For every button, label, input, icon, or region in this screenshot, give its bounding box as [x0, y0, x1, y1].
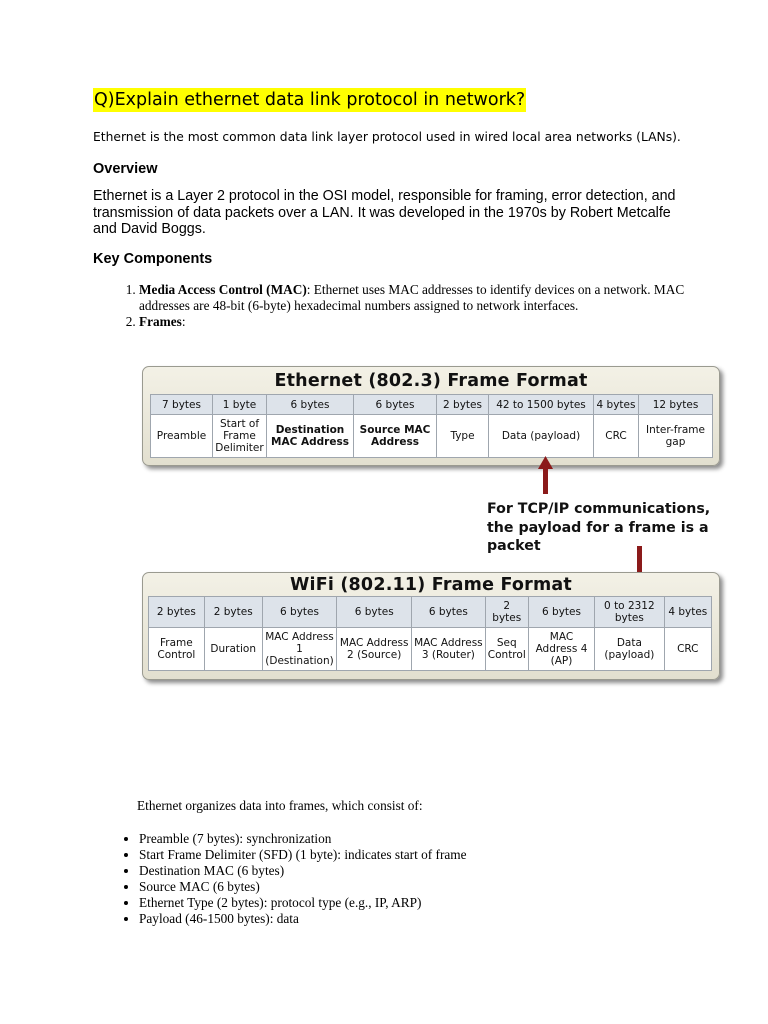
frames-intro: Ethernet organizes data into frames, which consist of: — [137, 798, 423, 813]
list-item-term: Frames — [139, 314, 182, 329]
list-item — [139, 282, 719, 314]
size-cell: 1 byte — [213, 395, 267, 415]
field-cell: Type — [437, 415, 489, 458]
field-cell: Start of Frame Delimiter — [213, 415, 267, 458]
size-cell: 6 bytes — [337, 597, 412, 628]
size-cell: 7 bytes — [151, 395, 213, 415]
field-cell: Seq Control — [485, 628, 528, 671]
field-cell: Data (payload) — [489, 415, 594, 458]
size-cell: 4 bytes — [664, 597, 711, 628]
frame-fields-list — [93, 831, 467, 927]
field-cell: Preamble — [151, 415, 213, 458]
list-item-separator: : — [306, 282, 311, 297]
up-arrow-icon — [538, 456, 553, 494]
size-cell: 6 bytes — [528, 597, 594, 628]
size-cell: 6 bytes — [354, 395, 437, 415]
field-cell: Duration — [204, 628, 262, 671]
list-item-term: Media Access Control (MAC) — [139, 282, 307, 297]
intro-paragraph: Ethernet is the most common data link layer protocol used in wired local area networks (LANs). — [93, 130, 681, 144]
size-cell: 2 bytes — [437, 395, 489, 415]
size-cell: 2 bytes — [204, 597, 262, 628]
size-cell: 0 to 2312 bytes — [595, 597, 664, 628]
list-item — [139, 314, 719, 330]
field-cell: CRC — [664, 628, 711, 671]
size-cell: 6 bytes — [267, 395, 354, 415]
payload-note: For TCP/IP communications, the payload for a frame is a packet — [487, 501, 711, 554]
size-cell: 12 bytes — [639, 395, 713, 415]
key-components-list — [93, 282, 719, 330]
wifi-frame-title: WiFi (802.11) Frame Format — [290, 575, 572, 595]
size-cell: 2 bytes — [485, 597, 528, 628]
wifi-frame-panel — [142, 572, 720, 680]
field-cell: Frame Control — [149, 628, 205, 671]
field-cell: Destination MAC Address — [267, 415, 354, 458]
list-item: • Destination MAC (6 bytes) — [139, 863, 467, 879]
table-row — [149, 628, 712, 671]
list-item: • Start Frame Delimiter (SFD) (1 byte): indicates start of frame — [139, 847, 467, 863]
list-item-text: Ethernet uses MAC addresses to identify devices on a network. MAC addresses are 48-bit (6-byte) hexadecimal numbers assigned to network interfaces. — [139, 282, 685, 313]
overview-paragraph: Ethernet is a Layer 2 protocol in the OSI model, responsible for framing, error detection, and transmission of data packets over a LAN. It was developed in the 1970s by Robert Metcalfe and David Boggs. — [93, 188, 676, 237]
size-cell: 6 bytes — [412, 597, 486, 628]
field-cell: MAC Address 3 (Router) — [412, 628, 486, 671]
list-item-separator: : — [181, 314, 186, 329]
list-item: • Preamble (7 bytes): synchronization — [139, 831, 467, 847]
size-cell: 2 bytes — [149, 597, 205, 628]
list-item: • Ethernet Type (2 bytes): protocol type (e.g., IP, ARP) — [139, 895, 467, 911]
table-row — [149, 597, 712, 628]
wifi-frame-table — [148, 596, 712, 671]
question-title: Q)Explain ethernet data link protocol in network? — [94, 90, 526, 110]
size-cell: 42 to 1500 bytes — [489, 395, 594, 415]
size-cell: 6 bytes — [262, 597, 337, 628]
overview-heading: Overview — [93, 161, 158, 177]
ethernet-frame-title: Ethernet (802.3) Frame Format — [274, 371, 588, 391]
list-item: • Payload (46-1500 bytes): data — [139, 911, 467, 927]
field-cell: Source MAC Address — [354, 415, 437, 458]
key-components-heading: Key Components — [93, 251, 213, 267]
field-cell: Inter-frame gap — [639, 415, 713, 458]
size-cell: 4 bytes — [594, 395, 639, 415]
field-cell: MAC Address 4 (AP) — [528, 628, 594, 671]
field-cell: MAC Address 2 (Source) — [337, 628, 412, 671]
field-cell: MAC Address 1 (Destination) — [262, 628, 337, 671]
field-cell: Data (payload) — [595, 628, 664, 671]
list-item: • Source MAC (6 bytes) — [139, 879, 467, 895]
field-cell: CRC — [594, 415, 639, 458]
